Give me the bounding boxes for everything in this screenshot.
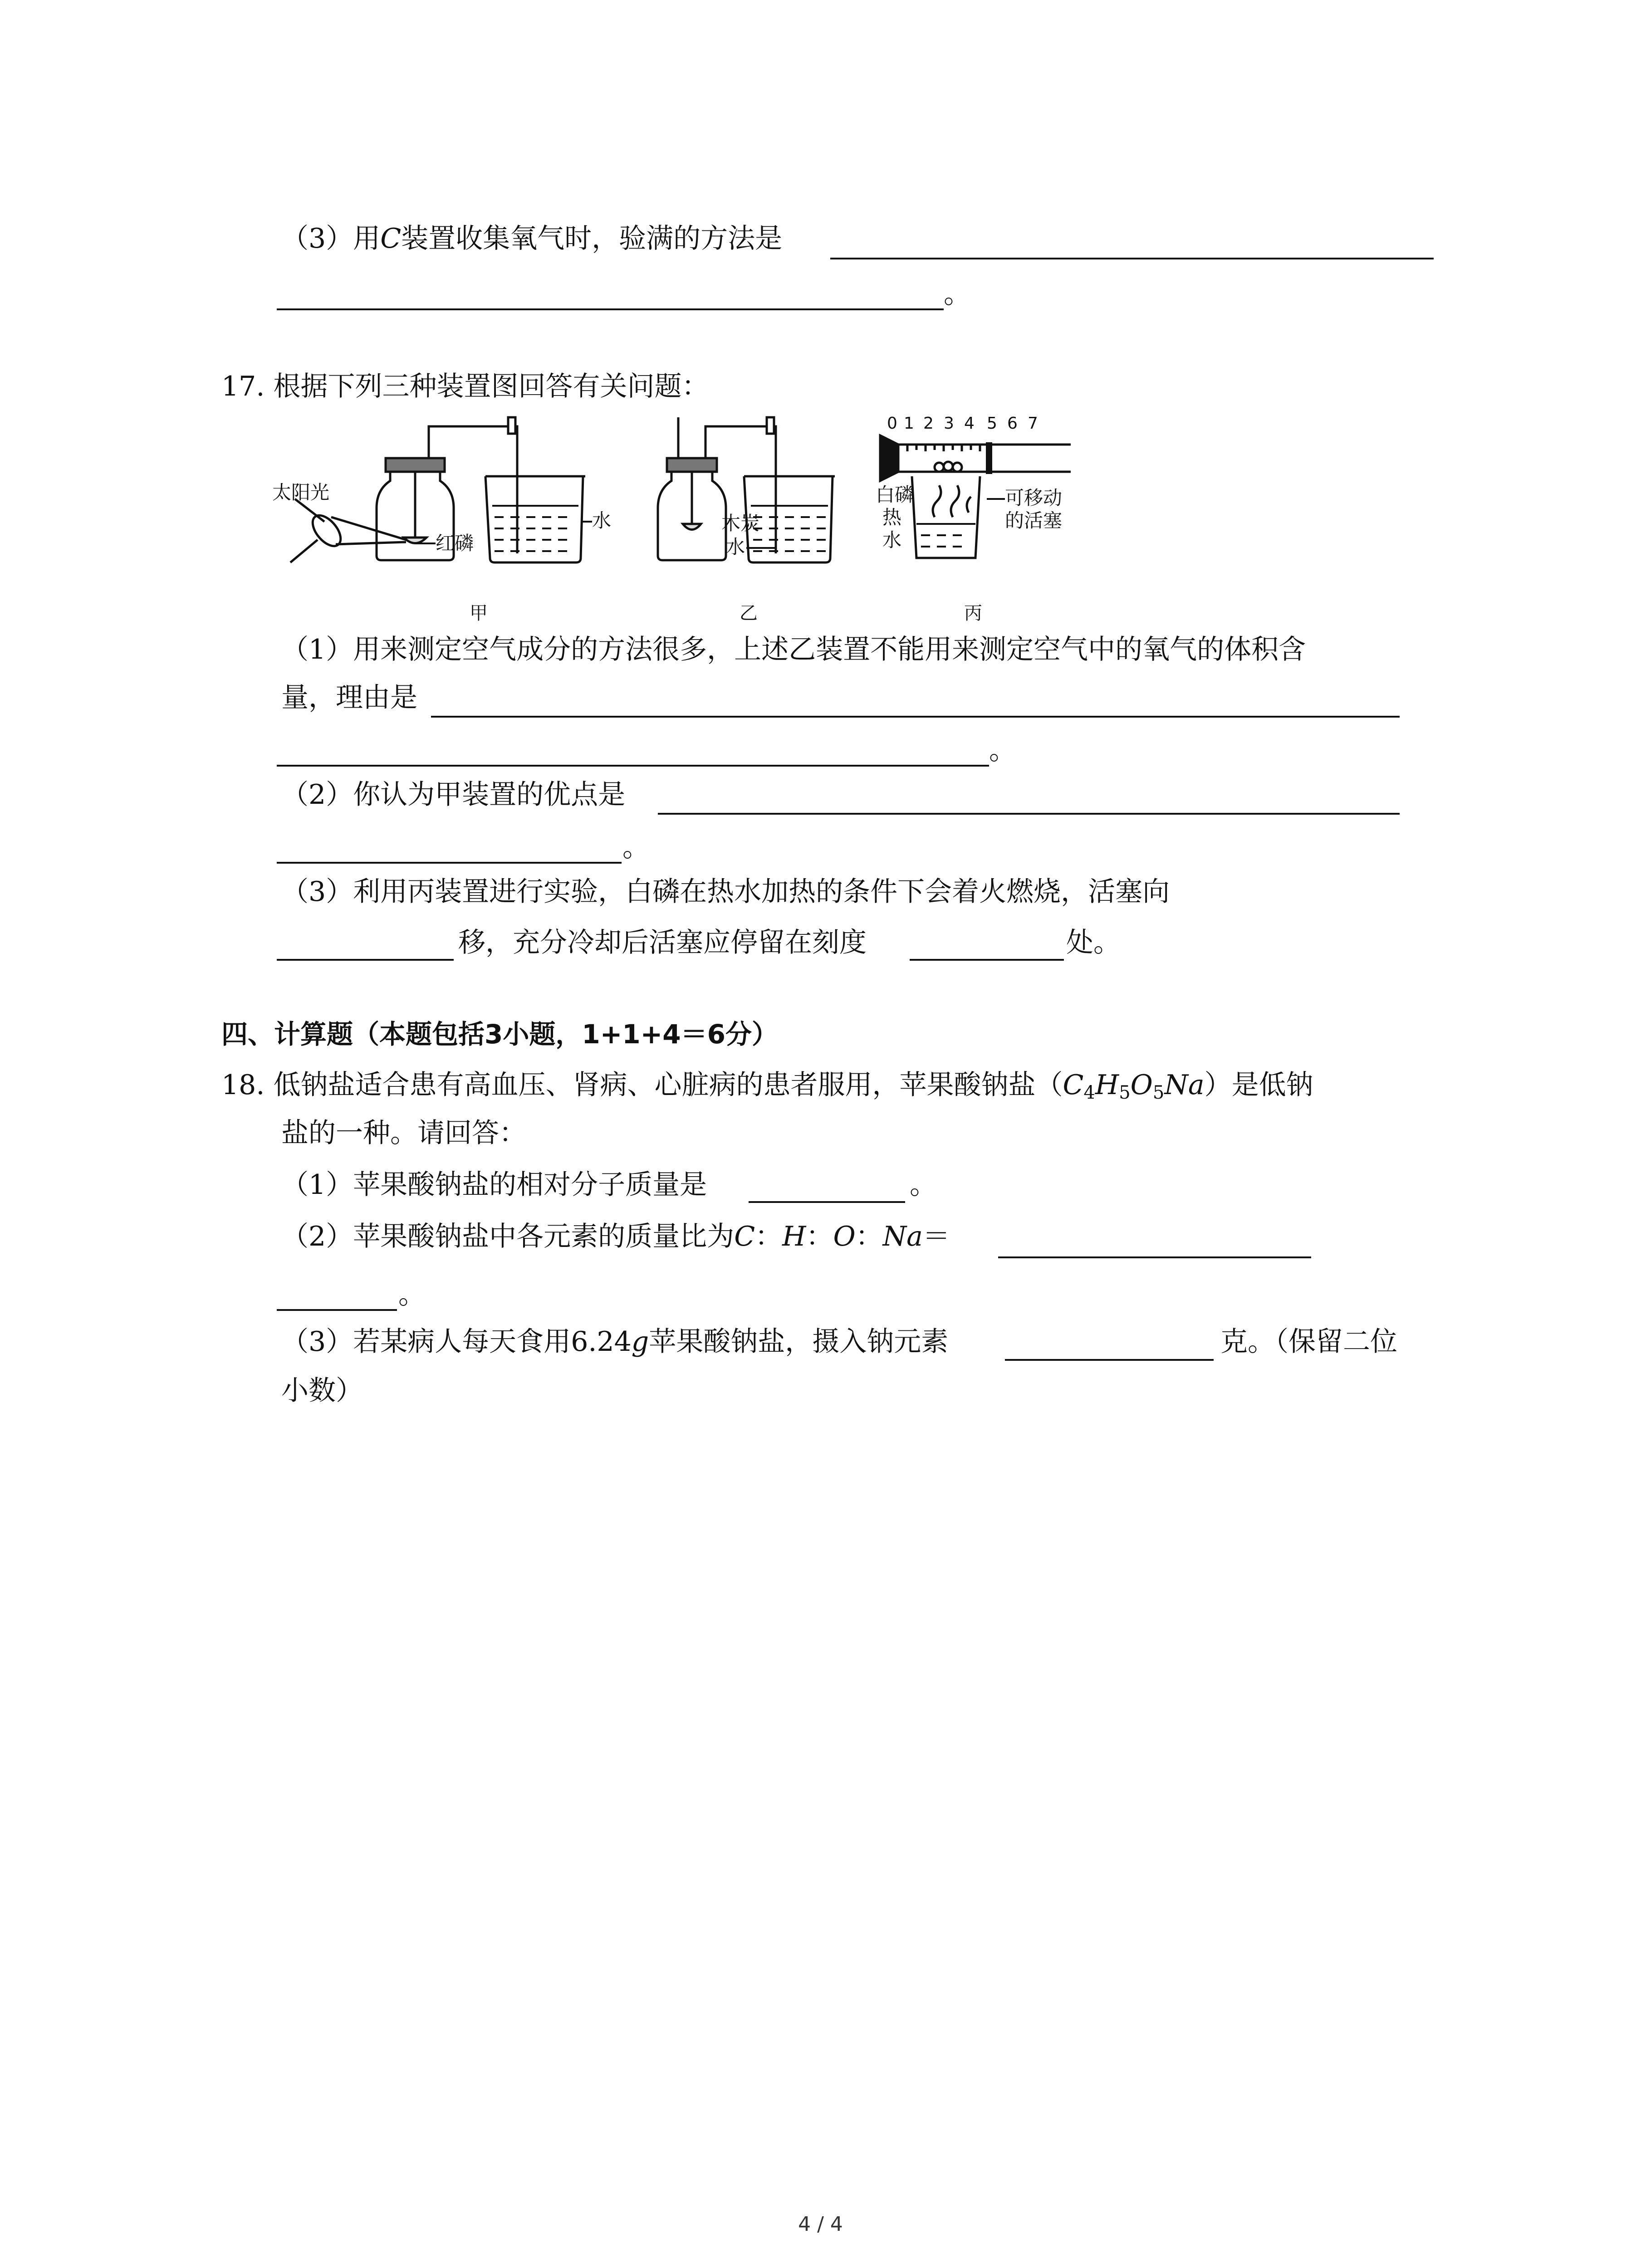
caption-yi: 乙 xyxy=(740,603,758,624)
apparatus-jia xyxy=(377,417,585,562)
water-lines-yi xyxy=(751,506,828,551)
water-label-jia: 水 xyxy=(592,509,612,532)
magnifier-icon xyxy=(290,499,406,562)
q17-sub2-end: 。 xyxy=(622,831,650,863)
formula-c-sub: 4 xyxy=(1083,1082,1095,1103)
q18-sub1-blank[interactable] xyxy=(749,1201,905,1203)
q18-sub3-line2: 小数） xyxy=(281,1375,363,1407)
formula-c: C xyxy=(1063,1069,1084,1101)
q18-sub3-num: 6.24 xyxy=(571,1326,632,1358)
q18-sub3-unit: g xyxy=(631,1326,649,1358)
charcoal-label: 木炭 xyxy=(721,512,760,534)
q18-sub2-blank-1[interactable] xyxy=(998,1256,1311,1258)
formula-h: H xyxy=(1095,1069,1119,1101)
q17-sub2-blank-2[interactable] xyxy=(277,862,622,864)
q17-sub1-line2: 量，理由是 xyxy=(281,682,417,714)
q17-sub3-blank-direction[interactable] xyxy=(277,959,454,961)
q17-sub2-blank-1[interactable] xyxy=(658,813,1400,815)
q16-sub3-text: 装置收集氧气时，验满的方法是 xyxy=(401,223,783,254)
q17-title: 17. 根据下列三种装置图回答有关问题： xyxy=(221,371,709,402)
svg-text:4: 4 xyxy=(964,414,975,433)
q16-sub3-blank-2[interactable] xyxy=(277,308,944,310)
q16-sub3-blank-1[interactable] xyxy=(830,258,1434,259)
svg-text:0: 0 xyxy=(887,414,897,433)
formula-h-sub: 5 xyxy=(1119,1082,1131,1103)
q18-sub3-blank[interactable] xyxy=(1005,1359,1214,1361)
q17-sub3-mid: 移，充分冷却后活塞应停留在刻度 xyxy=(458,927,867,958)
q18-sub2-end: 。 xyxy=(398,1279,426,1310)
ratio-sep-3: ： xyxy=(855,1221,883,1252)
q16-sub3-prefix: （3）用 xyxy=(281,223,381,254)
svg-text:6: 6 xyxy=(1007,414,1018,433)
q16-sub3 xyxy=(281,222,782,255)
q17-sub3-blank-scale[interactable] xyxy=(910,959,1064,961)
section4-heading: 四、计算题（本题包括3小题，1+1+4＝6分） xyxy=(221,1019,778,1050)
q17-sub1-line1: （1）用来测定空气成分的方法很多，上述乙装置不能用来测定空气中的氧气的体积含 xyxy=(281,634,1306,665)
ratio-h: H xyxy=(782,1221,806,1252)
red-phosphorus-label: 红磷 xyxy=(436,532,474,554)
q17-sub1-end: 。 xyxy=(989,734,1016,766)
water-lines-jia xyxy=(492,506,578,551)
sun-label: 太阳光 xyxy=(272,481,330,503)
q18-sub3 xyxy=(281,1325,948,1358)
q17-sub1-blank-2[interactable] xyxy=(277,765,989,767)
ratio-c: C xyxy=(734,1221,755,1252)
ratio-o: O xyxy=(833,1221,856,1252)
svg-text:2: 2 xyxy=(923,414,934,433)
scale-tick-labels xyxy=(887,414,1038,433)
svg-text:1: 1 xyxy=(904,414,914,433)
q18-sub3-text: 苹果酸钠盐，摄入钠元素 xyxy=(649,1326,949,1358)
water-label-bing: 水 xyxy=(882,529,902,551)
water-label-yi: 水 xyxy=(726,536,745,558)
q17-sub3-end: 处。 xyxy=(1066,927,1121,958)
q18-sub3-prefix: （3）若某病人每天食用 xyxy=(281,1326,571,1358)
caption-jia: 甲 xyxy=(470,603,488,624)
q18-sub3-end: 克。（保留二位 xyxy=(1220,1326,1397,1358)
q17-apparatus-figure xyxy=(263,408,1098,626)
q18-line1-end: ）是低钠 xyxy=(1204,1069,1313,1101)
q17-sub3-line1: （3）利用丙装置进行实验，白磷在热水加热的条件下会着火燃烧，活塞向 xyxy=(281,876,1170,908)
q18-sub1-end: 。 xyxy=(910,1169,937,1201)
q18-sub1: （1）苹果酸钠盐的相对分子质量是 xyxy=(281,1169,707,1201)
ratio-na: Na xyxy=(882,1221,923,1252)
q18-sub2-blank-2[interactable] xyxy=(277,1309,397,1311)
water-lines-bing xyxy=(916,524,975,547)
q17-sub1-blank-1[interactable] xyxy=(431,716,1400,718)
q18-line2: 盐的一种。请回答： xyxy=(281,1117,526,1149)
hot-label: 热 xyxy=(882,506,902,528)
svg-text:5: 5 xyxy=(987,414,997,433)
piston-label-line2: 的活塞 xyxy=(1005,509,1063,532)
q18-line1 xyxy=(221,1069,1313,1109)
q16-sub3-var: C xyxy=(380,223,402,254)
q18-line1-text: 18. 低钠盐适合患有高血压、肾病、心脏病的患者服用，苹果酸钠盐（ xyxy=(221,1069,1063,1101)
q18-sub2 xyxy=(281,1220,950,1253)
formula-o: O xyxy=(1130,1069,1153,1101)
piston-label-line1: 可移动 xyxy=(1005,487,1063,509)
q18-sub2-prefix: （2）苹果酸钠盐中各元素的质量比为 xyxy=(281,1221,735,1252)
page-number: 4 / 4 xyxy=(798,2213,843,2236)
ratio-sep-2: ： xyxy=(806,1221,833,1252)
formula-na: Na xyxy=(1164,1069,1205,1101)
q17-sub2: （2）你认为甲装置的优点是 xyxy=(281,779,626,811)
caption-bing: 丙 xyxy=(964,603,982,624)
svg-text:3: 3 xyxy=(944,414,954,433)
formula-o-sub: 5 xyxy=(1152,1082,1165,1103)
svg-text:7: 7 xyxy=(1028,414,1038,433)
q16-sub3-end: 。 xyxy=(944,278,971,310)
white-phosphorus-label: 白磷 xyxy=(876,484,914,506)
ratio-eq: ＝ xyxy=(922,1221,950,1252)
ratio-sep-1: ： xyxy=(755,1221,783,1252)
